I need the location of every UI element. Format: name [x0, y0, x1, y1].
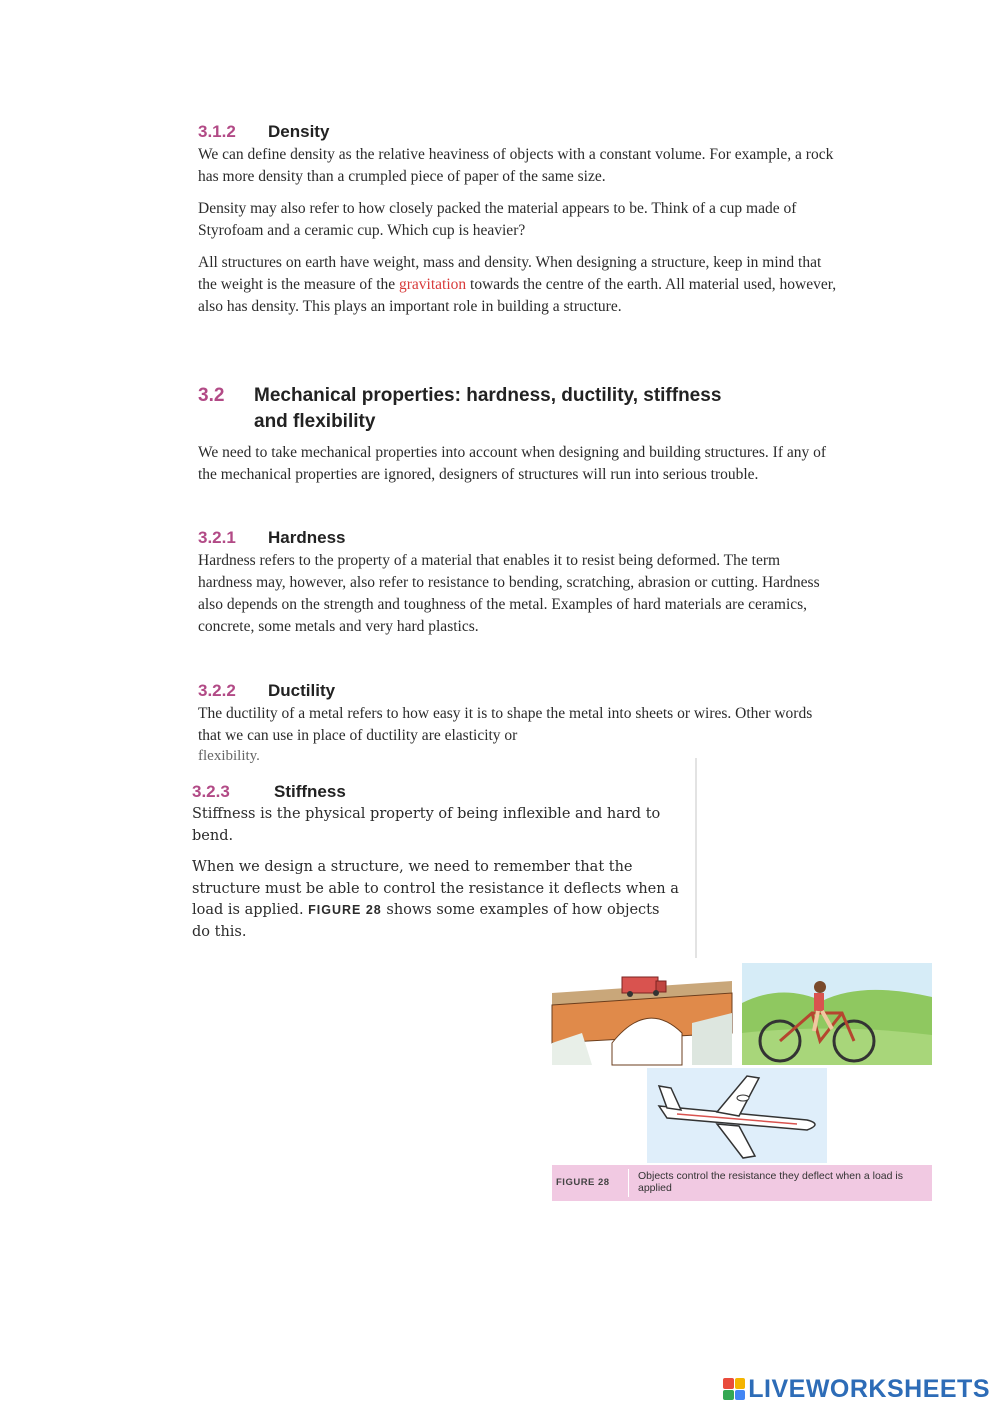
section-title: Hardness [268, 528, 346, 547]
section-stiffness [192, 782, 682, 953]
caption-divider [628, 1169, 629, 1197]
text-span: When we design a structure, we need to remember that the structure must be able to control the resistance it deflects when a load is applied. [192, 859, 679, 918]
logo-text: LIVEWORKSHEETS [748, 1374, 990, 1403]
paragraph [198, 252, 838, 318]
paragraph: We need to take mechanical properties into account when designing and building structures. If any of the mechanical properties are ignored, designers of structures will run into serious trouble. [198, 444, 827, 483]
logo-icon [723, 1378, 745, 1400]
highlighted-term: gravitation [399, 276, 467, 293]
section-number: 3.1.2 [198, 122, 236, 141]
section-title-continued: and flexibility [254, 411, 376, 432]
figure-caption: Objects control the resistance they deflect when a load is applied [638, 1170, 903, 1194]
section-heading [198, 528, 838, 548]
section-heading [192, 782, 682, 802]
paragraph: Density may also refer to how closely packed the material appears to be. Think of a cup made of Styrofoam and a ceramic cup. Which cup is heavier? [198, 200, 797, 239]
section-hardness [198, 528, 838, 648]
section-number: 3.2.2 [198, 681, 236, 700]
section-heading [198, 384, 838, 408]
section-title: Density [268, 122, 330, 141]
section-ductility [198, 681, 838, 764]
section-number: 3.2 [198, 385, 225, 406]
section-number: 3.2.3 [192, 782, 230, 801]
figure-reference: FIGURE 28 [308, 903, 382, 917]
section-mechanical-properties [198, 384, 838, 496]
section-density [198, 122, 838, 328]
section-heading [198, 681, 838, 701]
column-divider [695, 758, 697, 958]
section-number: 3.2.1 [198, 528, 236, 547]
airplane-illustration [647, 1068, 827, 1163]
paragraph [192, 857, 682, 943]
text-span: towards the centre of the earth. All material used, however, also has density. This plays an important role in building a structure. [198, 276, 837, 315]
text-span: shows some examples of how objects do this. [192, 902, 660, 940]
figure-28 [552, 963, 932, 1203]
bicycle-illustration [742, 963, 932, 1065]
cropped-text-fragment: flexibility. [198, 748, 260, 764]
paragraph: The ductility of a metal refers to how easy it is to shape the metal into sheets or wires. Other words that we can use in place of ductility are elasticity or [198, 705, 813, 744]
section-title: Ductility [268, 681, 336, 700]
bridge-illustration [552, 963, 732, 1065]
liveworksheets-logo [723, 1375, 990, 1403]
figure-label: FIGURE 28 [556, 1177, 610, 1188]
paragraph: Hardness refers to the property of a material that enables it to resist being deformed. The term hardness may, however, also refer to resistance to bending, scratching, abrasion or cutting. Hardness also depends on the strength and toughness of the metal. Examples of hard materials are ceramics, concrete, some metals and very hard plastics. [198, 552, 820, 635]
paragraph: Stiffness is the physical property of being inflexible and hard to bend. [192, 806, 661, 844]
text-span: All structures on earth have weight, mass and density. When designing a structure, keep in mind that the weight is the measure of the [198, 254, 822, 293]
section-title: Mechanical properties: hardness, ductility, stiffness [254, 385, 722, 406]
section-title: Stiffness [274, 782, 346, 801]
paragraph: We can define density as the relative heaviness of objects with a constant volume. For example, a rock has more density than a crumpled piece of paper of the same size. [198, 146, 834, 185]
section-heading [198, 122, 838, 142]
figure-caption-bar [552, 1165, 932, 1201]
